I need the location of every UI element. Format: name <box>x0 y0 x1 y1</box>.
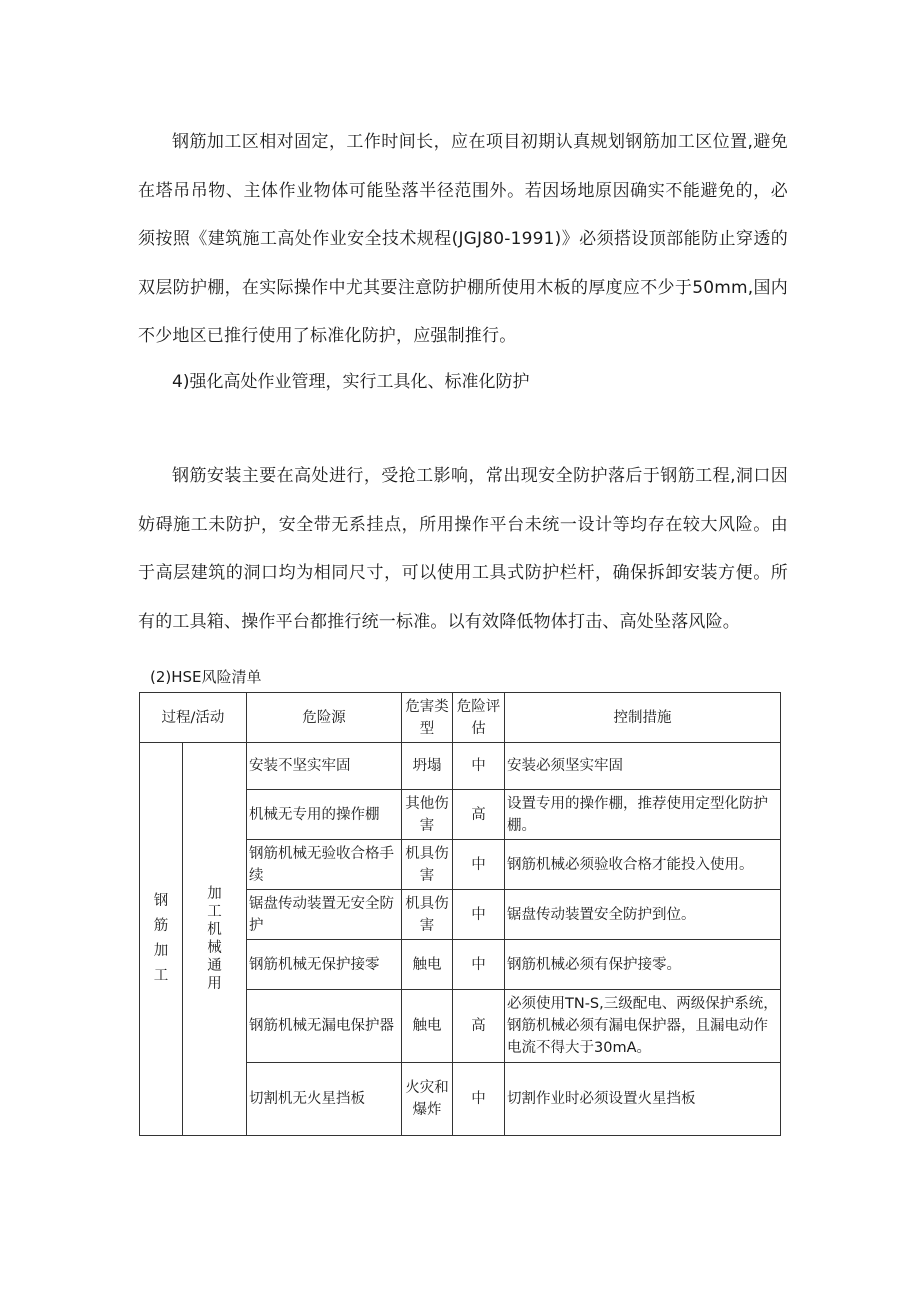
control-cell: 钢筋机械必须有保护接零。 <box>505 940 781 990</box>
hazard-cell: 钢筋机械无验收合格手续 <box>247 840 402 890</box>
process-char: 钢 <box>153 893 169 909</box>
risk-cell: 中 <box>453 890 505 940</box>
header-type: 危害类型 <box>402 693 453 743</box>
section-heading-4: 4)强化高处作业管理，实行工具化、标准化防护 <box>172 372 530 392</box>
hse-risk-table <box>139 692 781 1136</box>
type-cell: 机具伤害 <box>402 840 453 890</box>
risk-cell: 高 <box>453 990 505 1063</box>
hazard-cell: 锯盘传动装置无安全防护 <box>247 890 402 940</box>
activity-char: 用 <box>207 976 222 992</box>
activity-char: 加 <box>207 886 222 902</box>
process-char: 工 <box>153 968 169 984</box>
risk-cell: 中 <box>453 840 505 890</box>
table-caption: (2)HSE风险清单 <box>150 668 262 686</box>
risk-cell: 中 <box>453 940 505 990</box>
risk-cell: 中 <box>453 1063 505 1136</box>
control-cell: 锯盘传动装置安全防护到位。 <box>505 890 781 940</box>
activity-char: 通 <box>207 958 222 974</box>
process-char: 筋 <box>153 918 169 934</box>
type-cell: 其他伤害 <box>402 790 453 840</box>
hazard-cell: 安装不坚实牢固 <box>247 743 402 790</box>
risk-cell: 中 <box>453 743 505 790</box>
header-hazard: 危险源 <box>247 693 402 743</box>
header-control: 控制措施 <box>505 693 781 743</box>
type-cell: 触电 <box>402 990 453 1063</box>
control-cell: 必须使用TN-S,三级配电、两级保护系统，钢筋机械必须有漏电保护器，且漏电动作电流不得大于30mA。 <box>505 990 781 1063</box>
paragraph-1: 钢筋加工区相对固定，工作时间长，应在项目初期认真规划钢筋加工区位置,避免在塔吊吊物、主体作业物体可能坠落半径范围外。若因场地原因确实不能避免的，必须按照《建筑施工高处作业安全技术规程(JGJ80-1991)》必须搭设顶部能防止穿透的双层防护棚，在实际操作中尤其要注意防护棚所使用木板的厚度应不少于50mm,国内不少地区已推行使用了标准化防护，应强制推行。 <box>138 132 788 346</box>
activity-char: 械 <box>207 940 222 956</box>
type-cell: 火灾和爆炸 <box>402 1063 453 1136</box>
table-row <box>140 743 781 790</box>
hazard-cell: 切割机无火星挡板 <box>247 1063 402 1136</box>
control-cell: 安装必须坚实牢固 <box>505 743 781 790</box>
hazard-cell: 钢筋机械无漏电保护器 <box>247 990 402 1063</box>
control-cell: 钢筋机械必须验收合格才能投入使用。 <box>505 840 781 890</box>
type-cell: 坍塌 <box>402 743 453 790</box>
risk-cell: 高 <box>453 790 505 840</box>
control-cell: 切割作业时必须设置火星挡板 <box>505 1063 781 1136</box>
activity-cell <box>183 743 247 1136</box>
hazard-cell: 钢筋机械无保护接零 <box>247 940 402 990</box>
activity-char: 机 <box>207 922 222 938</box>
hazard-cell: 机械无专用的操作棚 <box>247 790 402 840</box>
table-header-row <box>140 693 781 743</box>
type-cell: 触电 <box>402 940 453 990</box>
process-cell <box>140 743 183 1136</box>
process-char: 加 <box>153 943 169 959</box>
paragraph-2: 钢筋安装主要在高处进行，受抢工影响，常出现安全防护落后于钢筋工程,洞口因妨碍施工未防护，安全带无系挂点，所用操作平台未统一设计等均存在较大风险。由于高层建筑的洞口均为相同尺寸，可以使用工具式防护栏杆，确保拆卸安装方便。所有的工具箱、操作平台都推行统一标准。以有效降低物体打击、高处坠落风险。 <box>138 466 788 632</box>
type-cell: 机具伤害 <box>402 890 453 940</box>
activity-char: 工 <box>207 904 222 920</box>
header-process: 过程/活动 <box>140 693 247 743</box>
control-cell: 设置专用的操作棚，推荐使用定型化防护棚。 <box>505 790 781 840</box>
header-risk: 危险评估 <box>453 693 505 743</box>
